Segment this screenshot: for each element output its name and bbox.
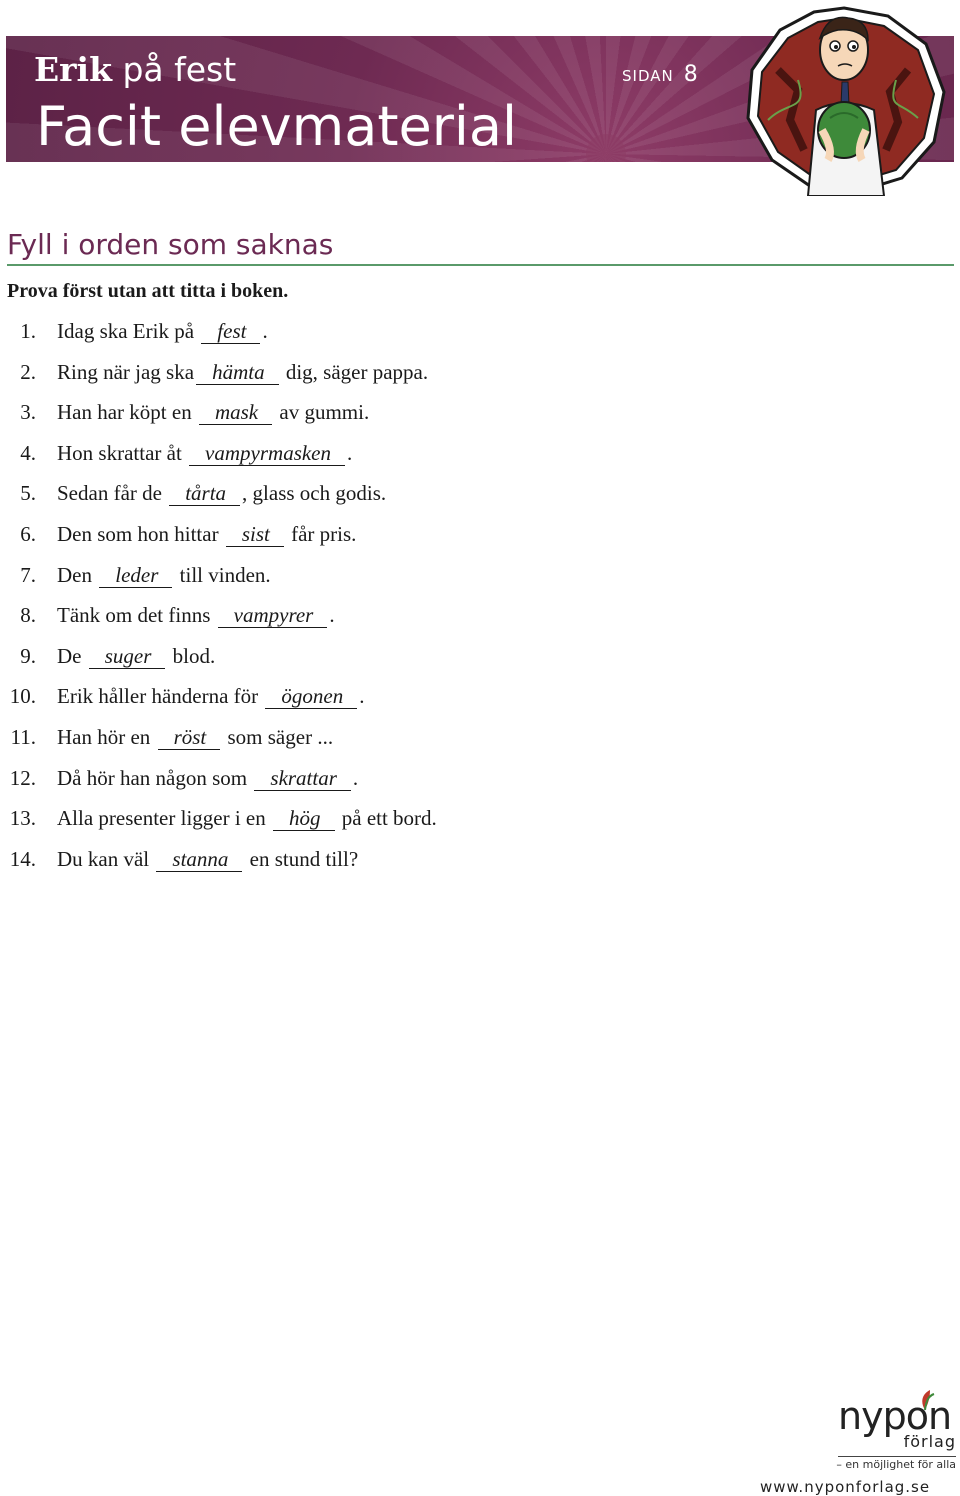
logo-divider: [838, 1456, 956, 1457]
sentence-after: som säger ...: [222, 725, 334, 749]
answer-blank: leder: [99, 563, 172, 588]
character-illustration: [738, 0, 950, 196]
banner-sunburst: [586, 134, 626, 162]
exercise-number: 13.: [9, 806, 36, 831]
sentence-after: .: [262, 319, 268, 343]
exercise-item: [0, 357, 700, 387]
exercise-number: 9.: [20, 643, 36, 668]
book-title: [34, 48, 236, 92]
answer-blank: suger: [89, 644, 166, 669]
sentence-before: Sedan får de: [57, 481, 168, 506]
answer-blank: tårta: [169, 481, 240, 506]
sentence-after: till vinden.: [174, 562, 271, 587]
sentence-before: Den: [57, 562, 98, 587]
exercise-number: 5.: [20, 481, 36, 506]
exercise-sentence: [57, 681, 364, 711]
answer-blank: ögonen: [265, 684, 357, 709]
exercise-item: [0, 763, 700, 793]
answer-blank: hämta: [196, 360, 279, 385]
instruction-text: Prova först utan att titta i boken.: [7, 280, 289, 302]
sentence-after: .: [347, 440, 353, 465]
exercise-item: [0, 722, 700, 752]
publisher-logo: [836, 1388, 956, 1478]
answer-blank: stanna: [156, 847, 242, 872]
book-name-rest: på fest: [111, 50, 237, 89]
exercise-number: 7.: [20, 562, 36, 587]
logo-wordmark: nypon: [838, 1394, 952, 1438]
answer-blank: mask: [199, 400, 272, 425]
sentence-after: .: [329, 603, 335, 628]
exercise-number: 2.: [20, 359, 36, 384]
answer-blank: vampyrer: [218, 603, 328, 628]
page-indicator: [622, 62, 698, 87]
exercise-number: 10.: [9, 684, 36, 709]
logo-tagline: – en möjlighet för alla: [836, 1458, 956, 1471]
sentence-before: Då hör han någon som: [57, 765, 253, 790]
exercise-item: [0, 519, 700, 549]
exercise-sentence: [57, 397, 369, 427]
sentence-before: Du kan väl: [57, 846, 155, 871]
exercise-item: [0, 844, 700, 874]
answer-blank: skrattar: [254, 766, 351, 791]
exercise-item: [0, 397, 700, 427]
sentence-after: .: [352, 765, 359, 790]
sentence-after: , glass och godis.: [242, 481, 387, 506]
sentence-before: Den som hon hittar: [57, 522, 224, 546]
exercise-sentence: [57, 844, 358, 874]
exercise-sentence: [57, 316, 268, 346]
exercise-sentence: [57, 357, 428, 387]
sentence-before: Tänk om det finns: [57, 603, 216, 628]
logo-subtitle: förlag: [903, 1432, 956, 1451]
exercise-number: 8.: [20, 603, 36, 628]
exercise-sentence: [57, 560, 271, 590]
sentence-before: Han hör en: [57, 725, 156, 749]
exercise-sentence: [57, 722, 333, 752]
exercise-item: [0, 803, 700, 833]
exercise-item: [0, 438, 700, 468]
section-heading: Fyll i orden som saknas: [7, 226, 954, 266]
exercise-number: 3.: [20, 400, 36, 425]
page-number: 8: [683, 62, 698, 87]
answer-blank: vampyrmasken: [189, 441, 345, 466]
exercise-item: [0, 560, 700, 590]
sentence-before: Ring när jag ska: [57, 359, 195, 384]
exercise-item: [0, 478, 700, 508]
sentence-after: på ett bord.: [336, 806, 437, 831]
sentence-before: Han har köpt en: [57, 400, 197, 425]
exercise-sentence: [57, 641, 215, 671]
sentence-before: Idag ska Erik på: [57, 319, 200, 343]
sentence-before: Alla presenter ligger i en: [57, 806, 271, 831]
answer-blank: hög: [273, 806, 335, 831]
exercise-item: [0, 641, 700, 671]
sentence-after: dig, säger pappa.: [280, 359, 429, 384]
answer-blank: röst: [158, 725, 221, 750]
exercise-item: [0, 600, 700, 630]
exercise-number: 14.: [9, 846, 36, 871]
sentence-after: .: [359, 684, 365, 709]
exercise-sentence: [57, 519, 356, 549]
page-title: Facit elevmaterial: [36, 95, 518, 158]
sentence-after: får pris.: [285, 522, 357, 546]
exercise-sentence: [57, 763, 358, 793]
website-url: www.nyponforlag.se: [760, 1478, 931, 1496]
sentence-before: De: [57, 643, 87, 668]
exercise-sentence: [57, 438, 352, 468]
book-name: Erik: [34, 50, 112, 89]
exercise-sentence: [57, 478, 386, 508]
exercise-number: 12.: [9, 765, 36, 790]
exercise-item: [0, 316, 700, 346]
exercise-number: 1.: [20, 319, 36, 343]
sentence-after: en stund till?: [244, 846, 359, 871]
exercise-number: 11.: [10, 725, 36, 749]
exercise-sentence: [57, 803, 437, 833]
answer-blank: sist: [226, 522, 284, 547]
exercise-number: 4.: [20, 440, 36, 465]
answer-blank: fest: [201, 319, 260, 344]
sentence-before: Erik håller händerna för: [57, 684, 264, 709]
sentence-after: av gummi.: [274, 400, 370, 425]
page-label: SIDAN: [622, 67, 674, 85]
sentence-before: Hon skrattar åt: [57, 440, 188, 465]
exercise-number: 6.: [20, 522, 36, 546]
exercise-sentence: [57, 600, 335, 630]
sentence-after: blod.: [167, 643, 216, 668]
exercise-item: [0, 681, 700, 711]
